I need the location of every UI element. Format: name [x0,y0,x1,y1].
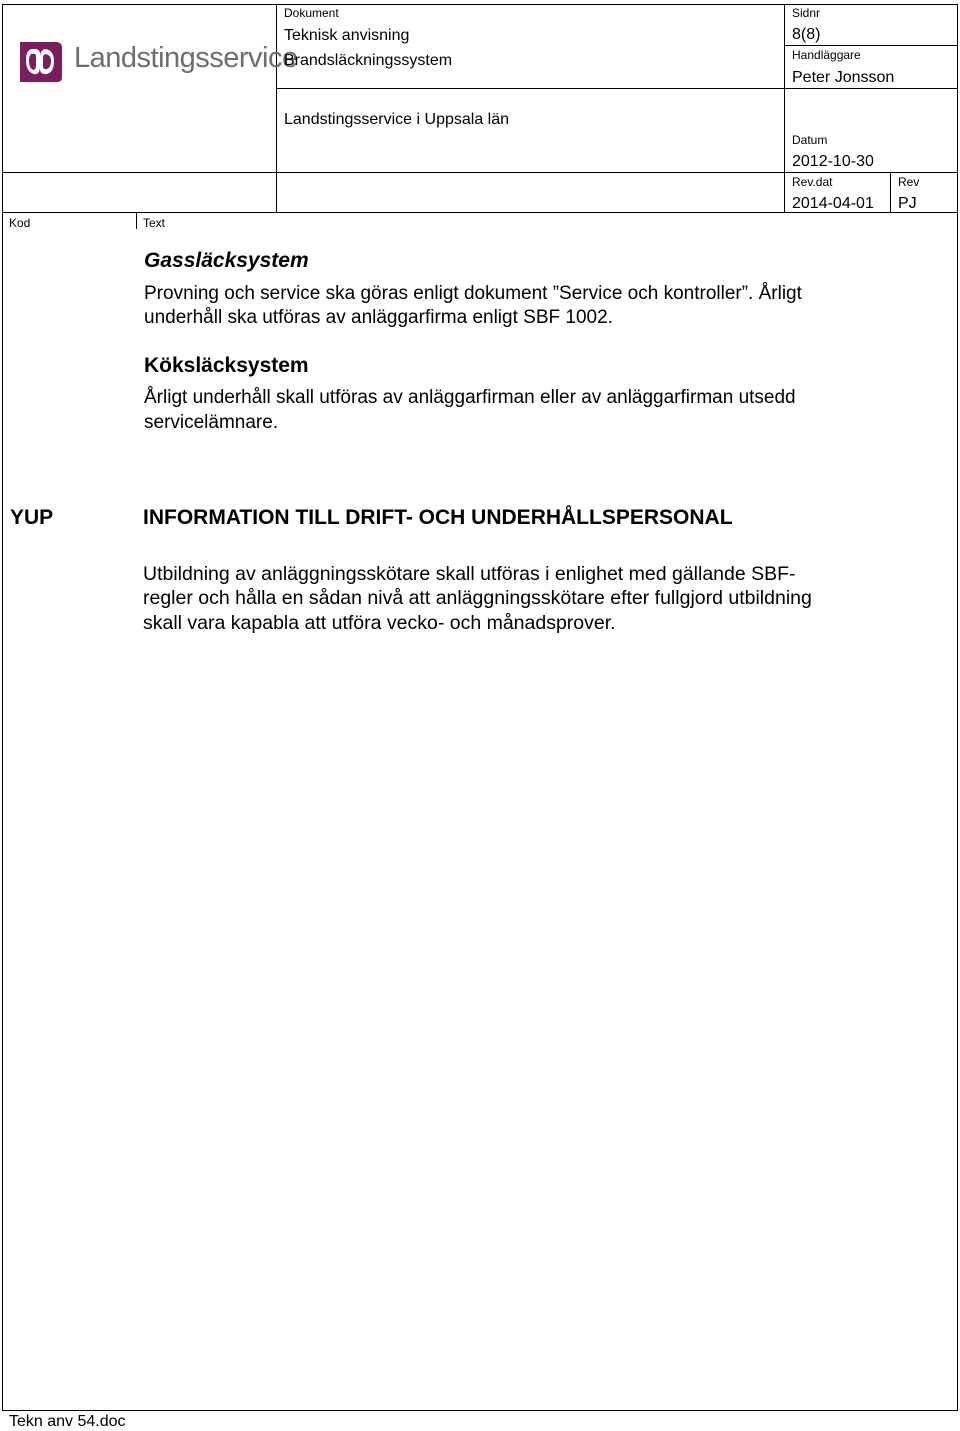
revdat-label: Rev.dat [792,175,833,189]
revdat-value: 2014-04-01 [792,195,874,212]
kok-text-line-1: Årligt underhåll skall utföras av anläggarfirman eller av anläggarfirman utsedd [144,387,796,408]
datum-label: Datum [792,133,828,147]
yup-text-line-1: Utbildning av anläggningsskötare skall utföras i enlighet med gällande SBF- [143,563,796,585]
sidnr-label: Sidnr [792,6,821,20]
text-label: Text [143,216,166,230]
yup-section-title: INFORMATION TILL DRIFT- OCH UNDERHÅLLSPERSONAL [143,506,733,529]
footer-filename: Tekn anv 54.doc [9,1413,126,1430]
gas-text-line-1: Provning och service ska göras enligt dokument ”Service och kontroller”. Årligt [144,283,802,304]
handlaggare-value: Peter Jonsson [792,69,895,86]
dokument-label: Dokument [284,6,339,20]
gas-section-title: Gassläcksystem [144,249,309,272]
sidnr-value: 8(8) [792,26,821,43]
logo-text: Landstingsservice [74,42,298,74]
datum-value: 2012-10-30 [792,153,874,170]
yup-text-line-2: regler och hålla en sådan nivå att anläggningsskötare efter fullgjord utbildning [143,587,812,609]
kok-section-title: Köksläcksystem [144,354,309,377]
kod-label: Kod [9,216,31,230]
organization: Landstingsservice i Uppsala län [284,111,510,128]
yup-code: YUP [10,506,54,529]
doc-subject: Brandsläckningssystem [284,52,453,69]
logo-mark-icon [16,36,66,84]
kok-text-line-2: servicelämnare. [144,412,279,433]
yup-text-line-3: skall vara kapabla att utföra vecko- och månadsprover. [143,612,616,634]
doc-title: Teknisk anvisning [284,27,410,44]
landstingsservice-logo [16,36,298,88]
rev-value: PJ [898,195,917,212]
gas-text-line-2: underhåll ska utföras av anläggarfirma enligt SBF 1002. [144,307,613,328]
handlaggare-label: Handläggare [792,48,861,62]
rev-label: Rev [898,175,920,189]
